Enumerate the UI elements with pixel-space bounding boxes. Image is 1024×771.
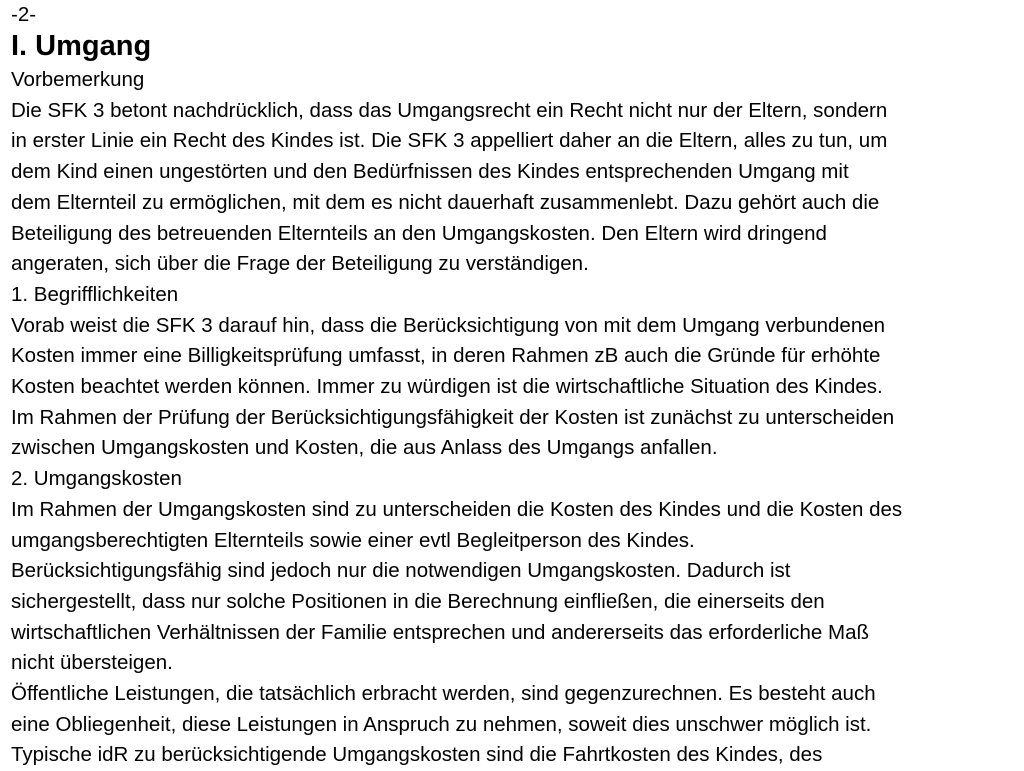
text-line: zwischen Umgangskosten und Kosten, die aus Anlass des Umgangs anfallen. <box>11 436 718 460</box>
page-number: -2- <box>11 3 37 26</box>
text-line: dem Kind einen ungestörten und den Bedürfnissen des Kindes entsprechenden Umgang mit <box>11 160 849 184</box>
subheading-umgangskosten: 2. Umgangskosten <box>11 467 182 491</box>
text-line: Berücksichtigungsfähig sind jedoch nur die notwendigen Umgangskosten. Dadurch ist <box>11 559 791 583</box>
text-line: nicht übersteigen. <box>11 651 173 675</box>
body-text <box>11 65 1016 771</box>
text-line: umgangsberechtigten Elternteils sowie einer evtl Begleitperson des Kindes. <box>11 528 695 552</box>
text-line: Im Rahmen der Umgangskosten sind zu unterscheiden die Kosten des Kindes und die Kosten des <box>11 497 903 521</box>
text-line: angeraten, sich über die Frage der Beteiligung zu verständigen. <box>11 252 589 276</box>
text-line: in erster Linie ein Recht des Kindes ist. Die SFK 3 appelliert daher an die Eltern, alles zu tun, um <box>11 129 888 153</box>
subheading-begrifflichkeiten: 1. Begrifflichkeiten <box>11 282 179 306</box>
text-line-cut-off: Typische idR zu berücksichtigende Umgangskosten sind die Fahrtkosten des Kindes, des <box>11 743 823 767</box>
text-line: wirtschaftlichen Verhältnissen der Familie entsprechen und andererseits das erforderliche Maß <box>11 620 870 644</box>
text-line: Die SFK 3 betont nachdrücklich, dass das Umgangsrecht ein Recht nicht nur der Eltern, sondern <box>11 98 888 122</box>
text-line: Beteiligung des betreuenden Elternteils an den Umgangskosten. Den Eltern wird dringend <box>11 221 827 245</box>
text-line: Öffentliche Leistungen, die tatsächlich erbracht werden, sind gegenzurechnen. Es besteht auch <box>11 682 876 706</box>
text-line: sichergestellt, dass nur solche Positionen in die Berechnung einfließen, die einerseits den <box>11 589 825 613</box>
subheading-vorbemerkung: Vorbemerkung <box>11 68 145 91</box>
text-line: dem Elternteil zu ermöglichen, mit dem es nicht dauerhaft zusammenlebt. Dazu gehört auch die <box>11 190 880 214</box>
text-line: Kosten beachtet werden können. Immer zu würdigen ist die wirtschaftliche Situation des Kindes. <box>11 375 883 399</box>
text-line: Im Rahmen der Prüfung der Berücksichtigungsfähigkeit der Kosten ist zunächst zu unterscheiden <box>11 405 895 429</box>
text-line: eine Obliegenheit, diese Leistungen in Anspruch zu nehmen, soweit dies unschwer möglich ist. <box>11 712 872 736</box>
text-line: Vorab weist die SFK 3 darauf hin, dass die Berücksichtigung von mit dem Umgang verbundenen <box>11 313 886 337</box>
text-line: Kosten immer eine Billigkeitsprüfung umfasst, in deren Rahmen zB auch die Gründe für erhöhte <box>11 344 881 368</box>
section-heading: I. Umgang <box>11 30 152 62</box>
document-page <box>11 3 1016 771</box>
